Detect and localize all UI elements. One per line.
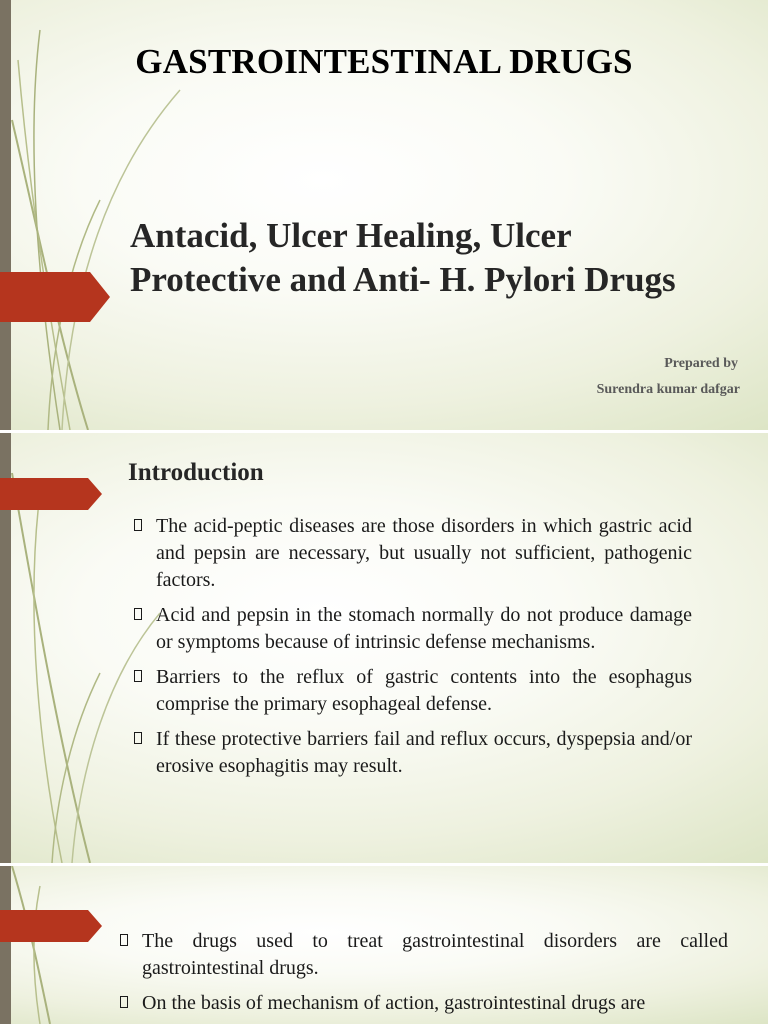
list-item <box>120 990 728 1017</box>
bullet-text: Acid and pepsin in the stomach normally do not produce damage or symptoms because of intrinsic defense mechanisms. <box>156 604 692 653</box>
list-item <box>134 726 692 780</box>
bullet-box-icon <box>134 670 142 682</box>
bullet-text: If these protective barriers fail and reflux occurs, dyspepsia and/or erosive esophagitis may result. <box>156 728 692 777</box>
bullet-text: The drugs used to treat gastrointestinal disorders are called gastrointestinal drugs. <box>142 930 728 979</box>
bullet-text: On the basis of mechanism of action, gastrointestinal drugs are <box>142 992 646 1014</box>
arrow-tab-icon <box>0 910 104 942</box>
list-item <box>134 664 692 718</box>
title-slide <box>0 0 768 430</box>
author-name: Surendra kumar dafgar <box>596 382 740 397</box>
list-item <box>120 928 728 982</box>
bullet-box-icon <box>120 934 128 946</box>
bullet-text: The acid-peptic diseases are those disorders in which gastric acid and pepsin are necessary, but usually not sufficient, pathogenic factors. <box>156 515 692 591</box>
prepared-by-label: Prepared by <box>664 356 738 371</box>
section-heading: Introduction <box>128 459 264 486</box>
slide-title: GASTROINTESTINAL DRUGS <box>135 42 633 81</box>
bullet-list <box>134 513 692 788</box>
arrow-tab-icon <box>0 478 104 510</box>
list-item <box>134 602 692 656</box>
bullet-box-icon <box>134 608 142 620</box>
subtitle-line-1: Antacid, Ulcer Healing, Ulcer <box>130 216 572 255</box>
arrow-tab-icon <box>0 272 112 322</box>
introduction-slide <box>0 433 768 863</box>
bullet-text: Barriers to the reflux of gastric contents into the esophagus comprise the primary esophageal defense. <box>156 666 692 715</box>
bullet-box-icon <box>134 732 142 744</box>
bullet-box-icon <box>120 996 128 1008</box>
list-item <box>134 513 692 594</box>
bullet-list <box>120 928 728 1024</box>
drugs-slide <box>0 866 768 1024</box>
slide-subtitle <box>130 214 750 302</box>
subtitle-line-2: Protective and Anti- H. Pylori Drugs <box>130 260 676 299</box>
bullet-box-icon <box>134 519 142 531</box>
